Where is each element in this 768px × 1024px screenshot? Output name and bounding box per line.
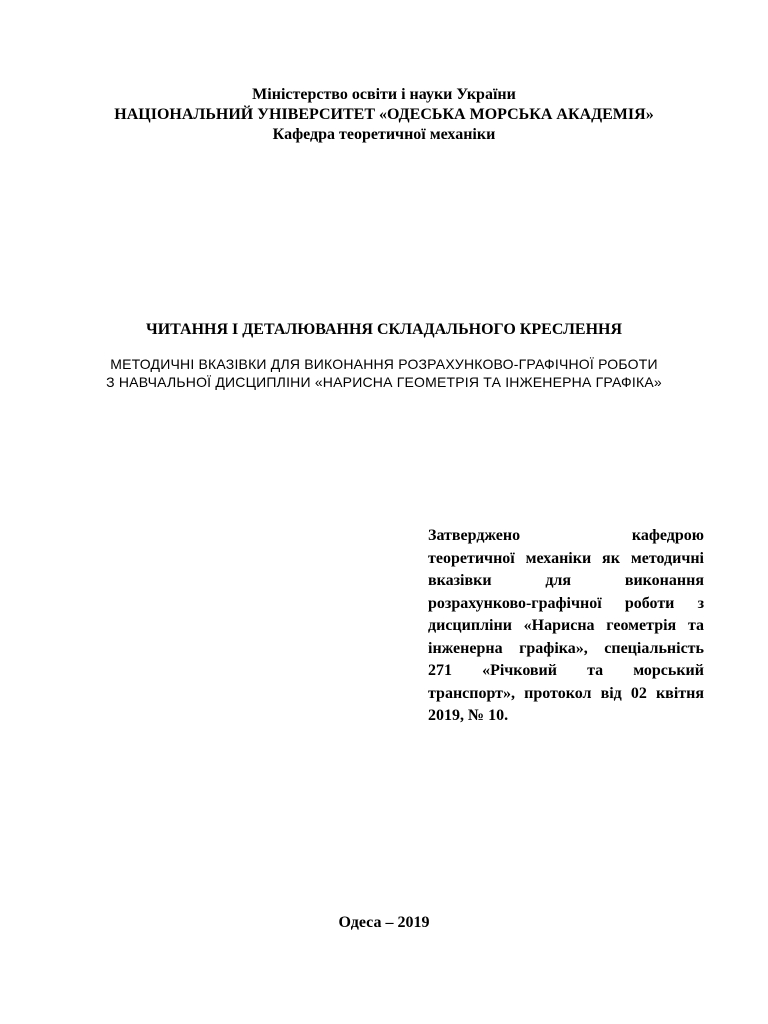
approval-line: транспорт», протокол від 02 квітня [428,684,704,702]
document-title: ЧИТАННЯ І ДЕТАЛЮВАННЯ СКЛАДАЛЬНОГО КРЕСЛЕННЯ [145,321,623,338]
approval-line: Затверджено кафедрою [428,527,704,544]
ministry-name: Міністерство освіти і науки України [252,86,516,103]
approval-line: теоретичної механіки як методичні [428,549,704,567]
approval-line: дисципліни «Нарисна геометрія та [428,617,704,634]
university-name: НАЦІОНАЛЬНИЙ УНІВЕРСИТЕТ «ОДЕСЬКА МОРСЬКА АКАДЕМІЯ» [114,106,654,123]
document-subtitle-line-2: З НАВЧАЛЬНОЇ ДИСЦИПЛІНИ «НАРИСНА ГЕОМЕТРІЯ ТА ІНЖЕНЕРНА ГРАФІКА» [106,374,662,390]
approval-line: розрахунково-графічної роботи з [428,594,704,612]
approval-line: вказівки для виконання [428,572,704,589]
place-and-year: Одеса – 2019 [338,914,430,931]
department-name: Кафедра теоретичної механіки [272,126,496,143]
document-subtitle-line-1: МЕТОДИЧНІ ВКАЗІВКИ ДЛЯ ВИКОНАННЯ РОЗРАХУНКОВО-ГРАФІЧНОЇ РОБОТИ [110,356,658,372]
approval-line: 2019, № 10. [428,707,509,724]
approval-line: 271 «Річковий та морський [428,662,704,679]
approval-block [428,525,704,728]
approval-line: інженерна графіка», спеціальність [428,639,704,657]
